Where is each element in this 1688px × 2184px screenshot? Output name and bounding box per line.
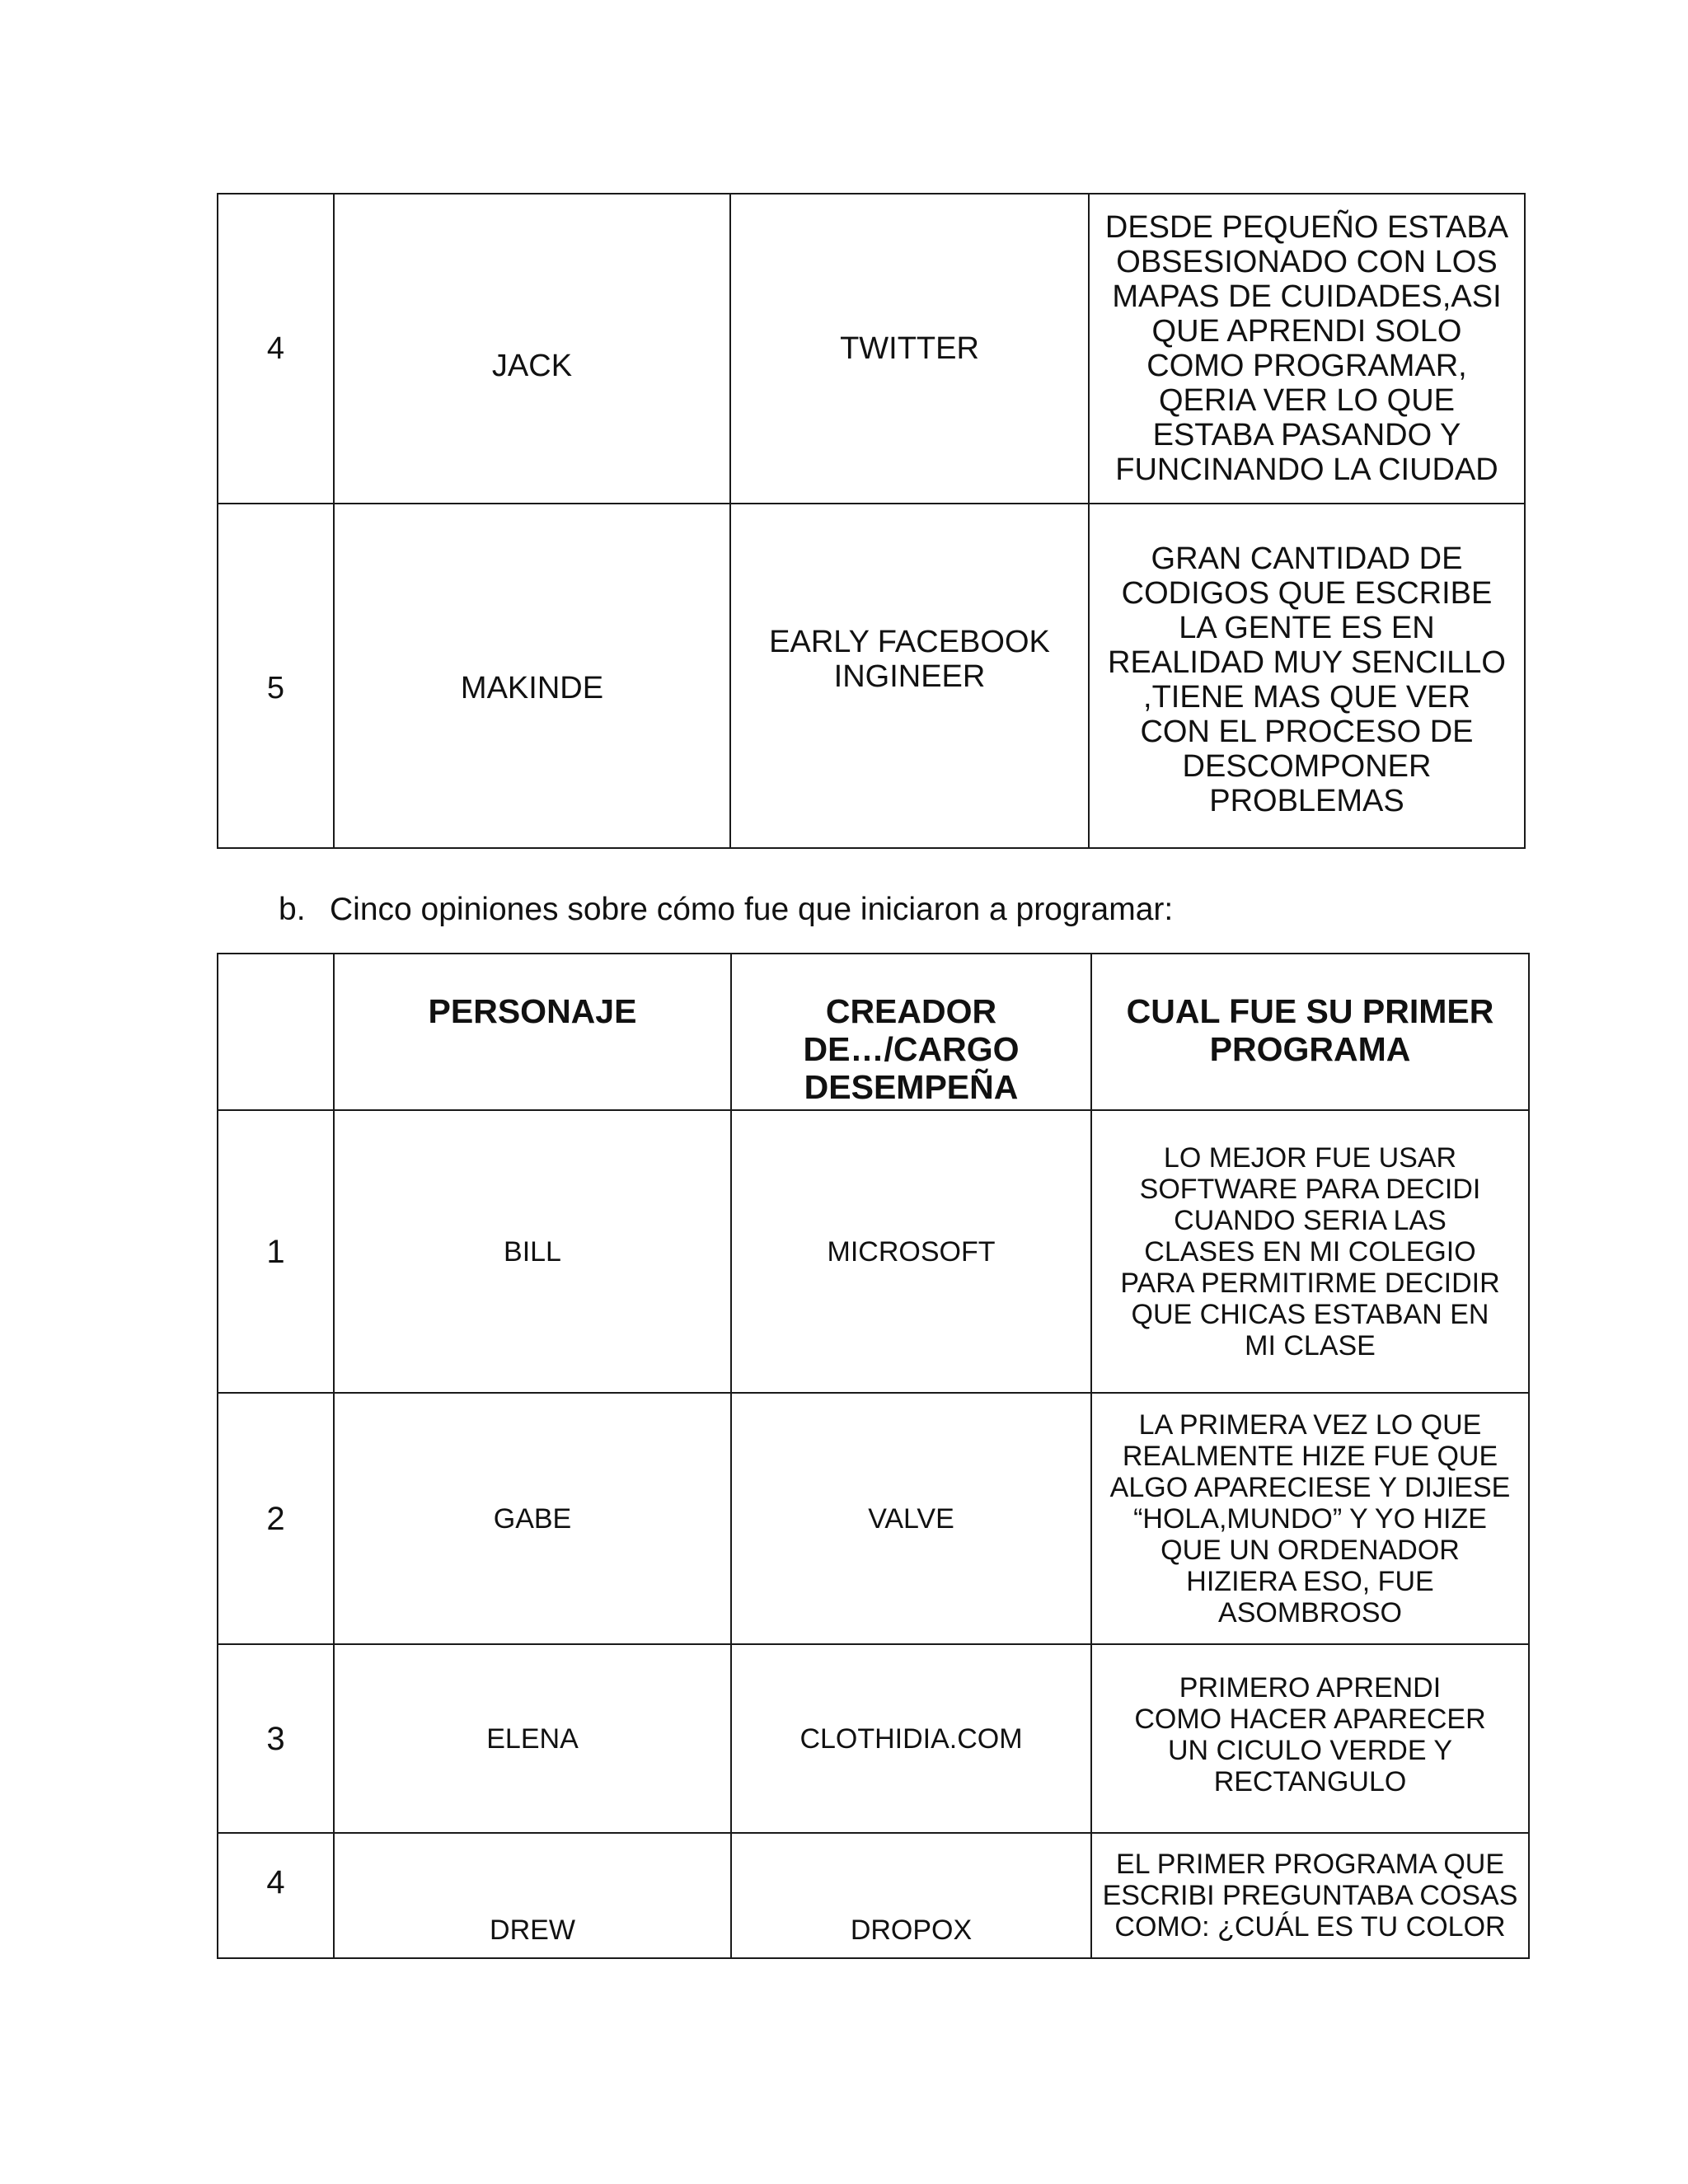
descripcion-cell: GRAN CANTIDAD DE CODIGOS QUE ESCRIBE LA GENTE ES EN REALIDAD MUY SENCILLO ,TIENE MAS QUE VER CON EL PROCESO DE DESCOMPONER PROBLEMAS (1089, 504, 1525, 848)
personaje-cell: MAKINDE (334, 504, 730, 848)
personaje-cell: ELENA (334, 1644, 731, 1833)
table-first-programs (217, 953, 1530, 1959)
descripcion-cell: DESDE PEQUEÑO ESTABA OBSESIONADO CON LOS MAPAS DE CUIDADES,ASI QUE APRENDI SOLO COMO PROGRAMAR, QERIA VER LO QUE ESTABA PASANDO Y FUNCINANDO LA CIUDAD (1089, 194, 1525, 504)
programa-cell: LA PRIMERA VEZ LO QUE REALMENTE HIZE FUE QUE ALGO APARECIESE Y DIJIESE “HOLA,MUNDO” Y YO HIZE QUE UN ORDENADOR HIZIERA ESO, FUE ASOMBROSO (1091, 1393, 1529, 1644)
table-row (218, 1393, 1529, 1644)
creador-cell: TWITTER (730, 194, 1089, 504)
table-row (218, 1833, 1529, 1958)
row-number: 4 (218, 194, 334, 504)
header-num (218, 954, 334, 1110)
creador-cell: MICROSOFT (731, 1110, 1091, 1393)
table-row (218, 504, 1525, 848)
creador-cell: VALVE (731, 1393, 1091, 1644)
row-number: 3 (218, 1644, 334, 1833)
row-number: 4 (218, 1833, 334, 1958)
row-number: 1 (218, 1110, 334, 1393)
creador-cell: DROPOX (731, 1833, 1091, 1958)
caption-text: Cinco opiniones sobre cómo fue que iniciaron a programar: (330, 892, 1174, 927)
header-personaje: PERSONAJE (334, 954, 731, 1110)
section-b-caption (279, 890, 1173, 930)
creador-cell: EARLY FACEBOOK INGINEER (730, 504, 1089, 848)
creador-cell: CLOTHIDIA.COM (731, 1644, 1091, 1833)
programa-cell: EL PRIMER PROGRAMA QUE ESCRIBI PREGUNTABA COSAS COMO: ¿CUÁL ES TU COLOR (1091, 1833, 1529, 1958)
programa-cell: PRIMERO APRENDI COMO HACER APARECER UN CICULO VERDE Y RECTANGULO (1091, 1644, 1529, 1833)
personaje-cell: JACK (334, 194, 730, 504)
header-programa: CUAL FUE SU PRIMER PROGRAMA (1091, 954, 1529, 1110)
personaje-cell: DREW (334, 1833, 731, 1958)
table-row (218, 194, 1525, 504)
row-number: 5 (218, 504, 334, 848)
programa-cell: LO MEJOR FUE USAR SOFTWARE PARA DECIDI CUANDO SERIA LAS CLASES EN MI COLEGIO PARA PERMITIRME DECIDIR QUE CHICAS ESTABAN EN MI CLASE (1091, 1110, 1529, 1393)
table-row (218, 1644, 1529, 1833)
personaje-cell: GABE (334, 1393, 731, 1644)
list-marker: b. (279, 892, 306, 927)
table-row (218, 1110, 1529, 1393)
table-creators-continued (217, 193, 1526, 849)
header-creador: CREADOR DE…/CARGO DESEMPEÑA (731, 954, 1091, 1110)
personaje-cell: BILL (334, 1110, 731, 1393)
table-header-row (218, 954, 1529, 1110)
row-number: 2 (218, 1393, 334, 1644)
